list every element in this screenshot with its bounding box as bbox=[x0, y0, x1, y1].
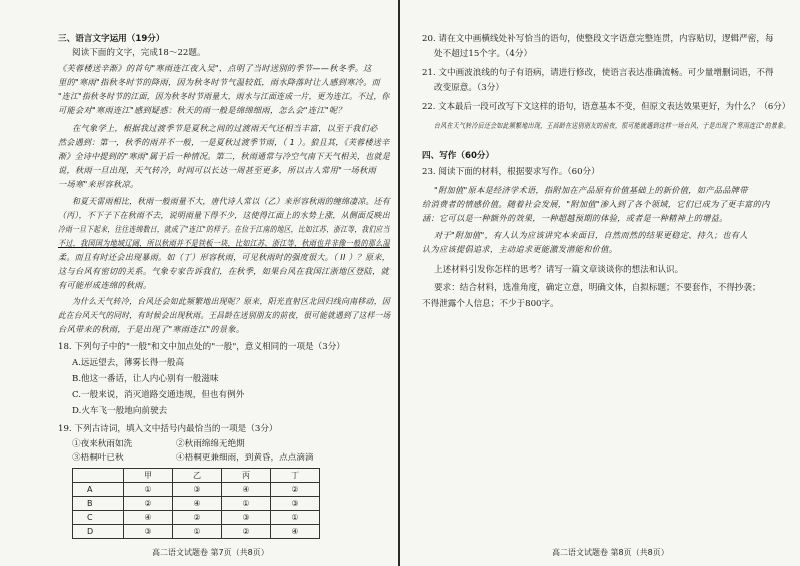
table-cell: 丙 bbox=[222, 469, 271, 483]
q18-option-c[interactable]: C.一般来说，消灭道路交通违规，但也有例外 bbox=[72, 390, 245, 400]
table-cell: ① bbox=[173, 525, 222, 539]
passage-line: 一场寒"来形容秋凉。 bbox=[58, 179, 139, 189]
q19-stem: 19. 下列古诗词，填入文中括号内最恰当的一项是（3分） bbox=[58, 424, 278, 434]
table-cell: ④ bbox=[124, 511, 173, 525]
q21-line: 21. 文中画波浪线的句子有语病，请进行修改，使语言表达准确流畅。可少量增删词语，不得 bbox=[422, 68, 774, 78]
table-cell: ④ bbox=[271, 525, 320, 539]
table-cell: A bbox=[73, 483, 124, 497]
q21-line: 改变原意。（3分） bbox=[434, 83, 504, 93]
q23-material-line: 涵：它可以是一种额外的效果，一种超越预期的体验，或者是一种精神上的增益。 bbox=[422, 213, 728, 223]
passage-line: 和夏天雷雨相比，秋雨一般雨量不大，唐代诗人常以（乙）来形容秋雨的缠绵凄凉。还有 bbox=[72, 196, 391, 206]
table-cell: ① bbox=[222, 497, 271, 511]
passage-line: 台风带来的秋雨，于是出现了"寒雨连江"的景象。 bbox=[58, 324, 245, 334]
table-cell: B bbox=[73, 497, 124, 511]
passage-line: 有可能形成连绵的秋雨。 bbox=[58, 280, 152, 290]
q18-option-b[interactable]: B.他这一番话，让人内心别有一般滋味 bbox=[72, 374, 219, 384]
q20-line: 20. 请在文中画横线处补写恰当的语句，使整段文字语意完整连贯，内容贴切，逻辑严密，每 bbox=[422, 34, 774, 44]
table-cell: ④ bbox=[222, 483, 271, 497]
q23-material-line: 认为应该提倡追求，主动追求更能激发潜能和价值。 bbox=[422, 244, 618, 254]
passage-line: 冷雨一旦下起来，往往连绵数日，就成了"连江"的样子。在位于江南的地区，比如江苏、浙江等，我们应当 bbox=[58, 224, 390, 234]
table-cell: ③ bbox=[173, 483, 222, 497]
wavy-sentence: 不过，我国国为地域辽阔，所以秋雨并不是铁板一块，比如江苏、浙江等，秋雨也并非像一般的那么温 bbox=[58, 238, 390, 248]
passage-line: 可能会对"寒雨连江"感到疑惑：秋天的雨一般是绵绵细雨，怎么会"连江"呢？ bbox=[58, 105, 346, 115]
passage-line: 为什么天气转冷，台风还会如此频繁地出现呢？原来，阳光直射区北回归线向南移动，因 bbox=[72, 296, 391, 306]
table-row bbox=[73, 497, 320, 511]
q23-material-line: 给消费者的情感价值。随着社会发展，"附加值"渗入到了各个领域，它们已成为了更丰富的内 bbox=[422, 199, 770, 209]
table-cell: ① bbox=[271, 511, 320, 525]
table-cell: 丁 bbox=[271, 469, 320, 483]
q22-line: 22. 文本最后一段可改写下文这样的语句，语意基本不变，但原文表达效果更好，为什么？（6分） bbox=[422, 102, 791, 112]
page-footer: 高二语文试题卷 第7页（共8页） bbox=[152, 548, 269, 557]
table-cell: ② bbox=[173, 511, 222, 525]
q19-item: ③梧桐叶已秋 bbox=[72, 453, 124, 463]
table-cell: ② bbox=[124, 497, 173, 511]
q23-material-line: "附加值"原本是经济学术语，指附加在产品原有价值基础上的新价值，如产品品牌带 bbox=[434, 185, 748, 195]
table-cell: 乙 bbox=[173, 469, 222, 483]
passage-line: 在气象学上，根据我过渡季节是夏秋之间的过渡雨天气还相当丰富，以至于我们必 bbox=[72, 123, 378, 133]
q18-option-d[interactable]: D.火车飞一般地向前驶去 bbox=[72, 406, 168, 416]
table-row bbox=[73, 525, 320, 539]
table-cell: ① bbox=[124, 483, 173, 497]
passage-line: 此在台风天气的同时，有时候会出现秋雨。王昌龄在送别朋友的前夜，很可能就遇到了这样一场 bbox=[58, 310, 391, 320]
q20-line: 处不超过15个字。（4分） bbox=[434, 49, 533, 59]
page-right bbox=[400, 0, 800, 566]
q23-requirement: 要求：结合材料，选准角度，确定立意，明确文体，自拟标题；不要套作，不得抄袭； bbox=[434, 283, 761, 293]
passage-line: （丙），不下子下在秋雨不去，说明雨量下得不少，这使得江面上的水势上涨，从侧面反映出 bbox=[58, 210, 390, 220]
table-cell: ② bbox=[271, 483, 320, 497]
q19-answer-table bbox=[72, 468, 320, 539]
passage-line: 《芙蓉楼送辛渐》的首句"寒雨连江夜入吴"，点明了当时送别的季节——秋冬季。这 bbox=[58, 63, 372, 73]
q23-material-line: 对于"附加值"，有人认为应该讲究本来面目，自然而然的结果更稳定、持久；也有人 bbox=[434, 230, 748, 240]
table-cell: D bbox=[73, 525, 124, 539]
q23-stem: 23. 阅读下面的材料，根据要求写作。（60分） bbox=[422, 167, 600, 177]
passage-line: 柔。而且有时还会出现暴雨。如（丁）形容秋雨，可见秋雨时的强度很大。（ II ）？原来， bbox=[58, 252, 391, 262]
passage-line: 里的"寒雨"指秋冬时节的降雨，因为秋冬时节气温较低，雨水降落时让人感到寒冷。而 bbox=[58, 77, 381, 87]
q19-item: ②秋雨绵绵无绝期 bbox=[176, 439, 245, 449]
table-cell bbox=[73, 469, 124, 483]
q18-stem: 18. 下列句子中的"一般"和文中加点处的"一般"，意义相同的一项是（3分） bbox=[58, 342, 345, 352]
table-cell: ③ bbox=[124, 525, 173, 539]
passage-line: 然会遇到：第一，秋季的雨并不一般，一是夏秋过渡季节雨，（ 1 ）。狼且其，《芙蓉楼送辛 bbox=[58, 137, 390, 147]
passage-line: 渐》全诗中提到的"寒雨"属于后一种情况。第二，秋雨通常与冷空气南下天气相关，也就是 bbox=[58, 151, 391, 161]
q23-requirement: 不得泄露个人信息；不少于800字。 bbox=[422, 299, 559, 309]
passage-line: 说，秋雨一旦出现，天气转冷，时间可以长达一周甚至更多，所以古人常用"一场秋雨 bbox=[58, 165, 377, 175]
table-header-row bbox=[73, 469, 320, 483]
page-footer: 高二语文试题卷 第8页（共8页） bbox=[552, 548, 669, 557]
section3-title: 三、语言文字运用（19分） bbox=[58, 34, 165, 44]
table-row bbox=[73, 511, 320, 525]
table-cell: C bbox=[73, 511, 124, 525]
table-cell: ④ bbox=[173, 497, 222, 511]
q19-item: ①夜来秋雨如洗 bbox=[72, 439, 133, 449]
instruction: 阅读下面的文字，完成18～22题。 bbox=[72, 48, 206, 58]
passage-line: "连江"指秋冬时节的江面，因为秋冬时节雨量大，雨水与江面连成一片，更为连江。不过，你 bbox=[58, 91, 390, 101]
passage-line: 这与台风有密切的关系。气象专家告诉我们，在秋季，如果台风在我国江浙地区登陆，就 bbox=[58, 266, 390, 276]
q18-option-a[interactable]: A.远远望去，薄雾长得一般高 bbox=[72, 358, 185, 368]
table-cell: 甲 bbox=[124, 469, 173, 483]
q23-prompt: 上述材料引发你怎样的思考？请写一篇文章谈谈你的想法和认识。 bbox=[434, 265, 684, 275]
table-cell: ② bbox=[222, 525, 271, 539]
table-row bbox=[73, 483, 320, 497]
section4-title: 四、写作（60分） bbox=[422, 151, 495, 161]
table-cell: ③ bbox=[222, 511, 271, 525]
q19-item: ④梧桐更兼细雨，到黄昏，点点滴滴 bbox=[176, 453, 314, 463]
q22-quote: 台风在天气转冷后还会如此频繁地出现，王昌龄在送别朋友的前夜，很可能就遇到这样一场台风，于是出现了"寒雨连江"的景象。 bbox=[434, 121, 790, 130]
table-cell: ③ bbox=[271, 497, 320, 511]
